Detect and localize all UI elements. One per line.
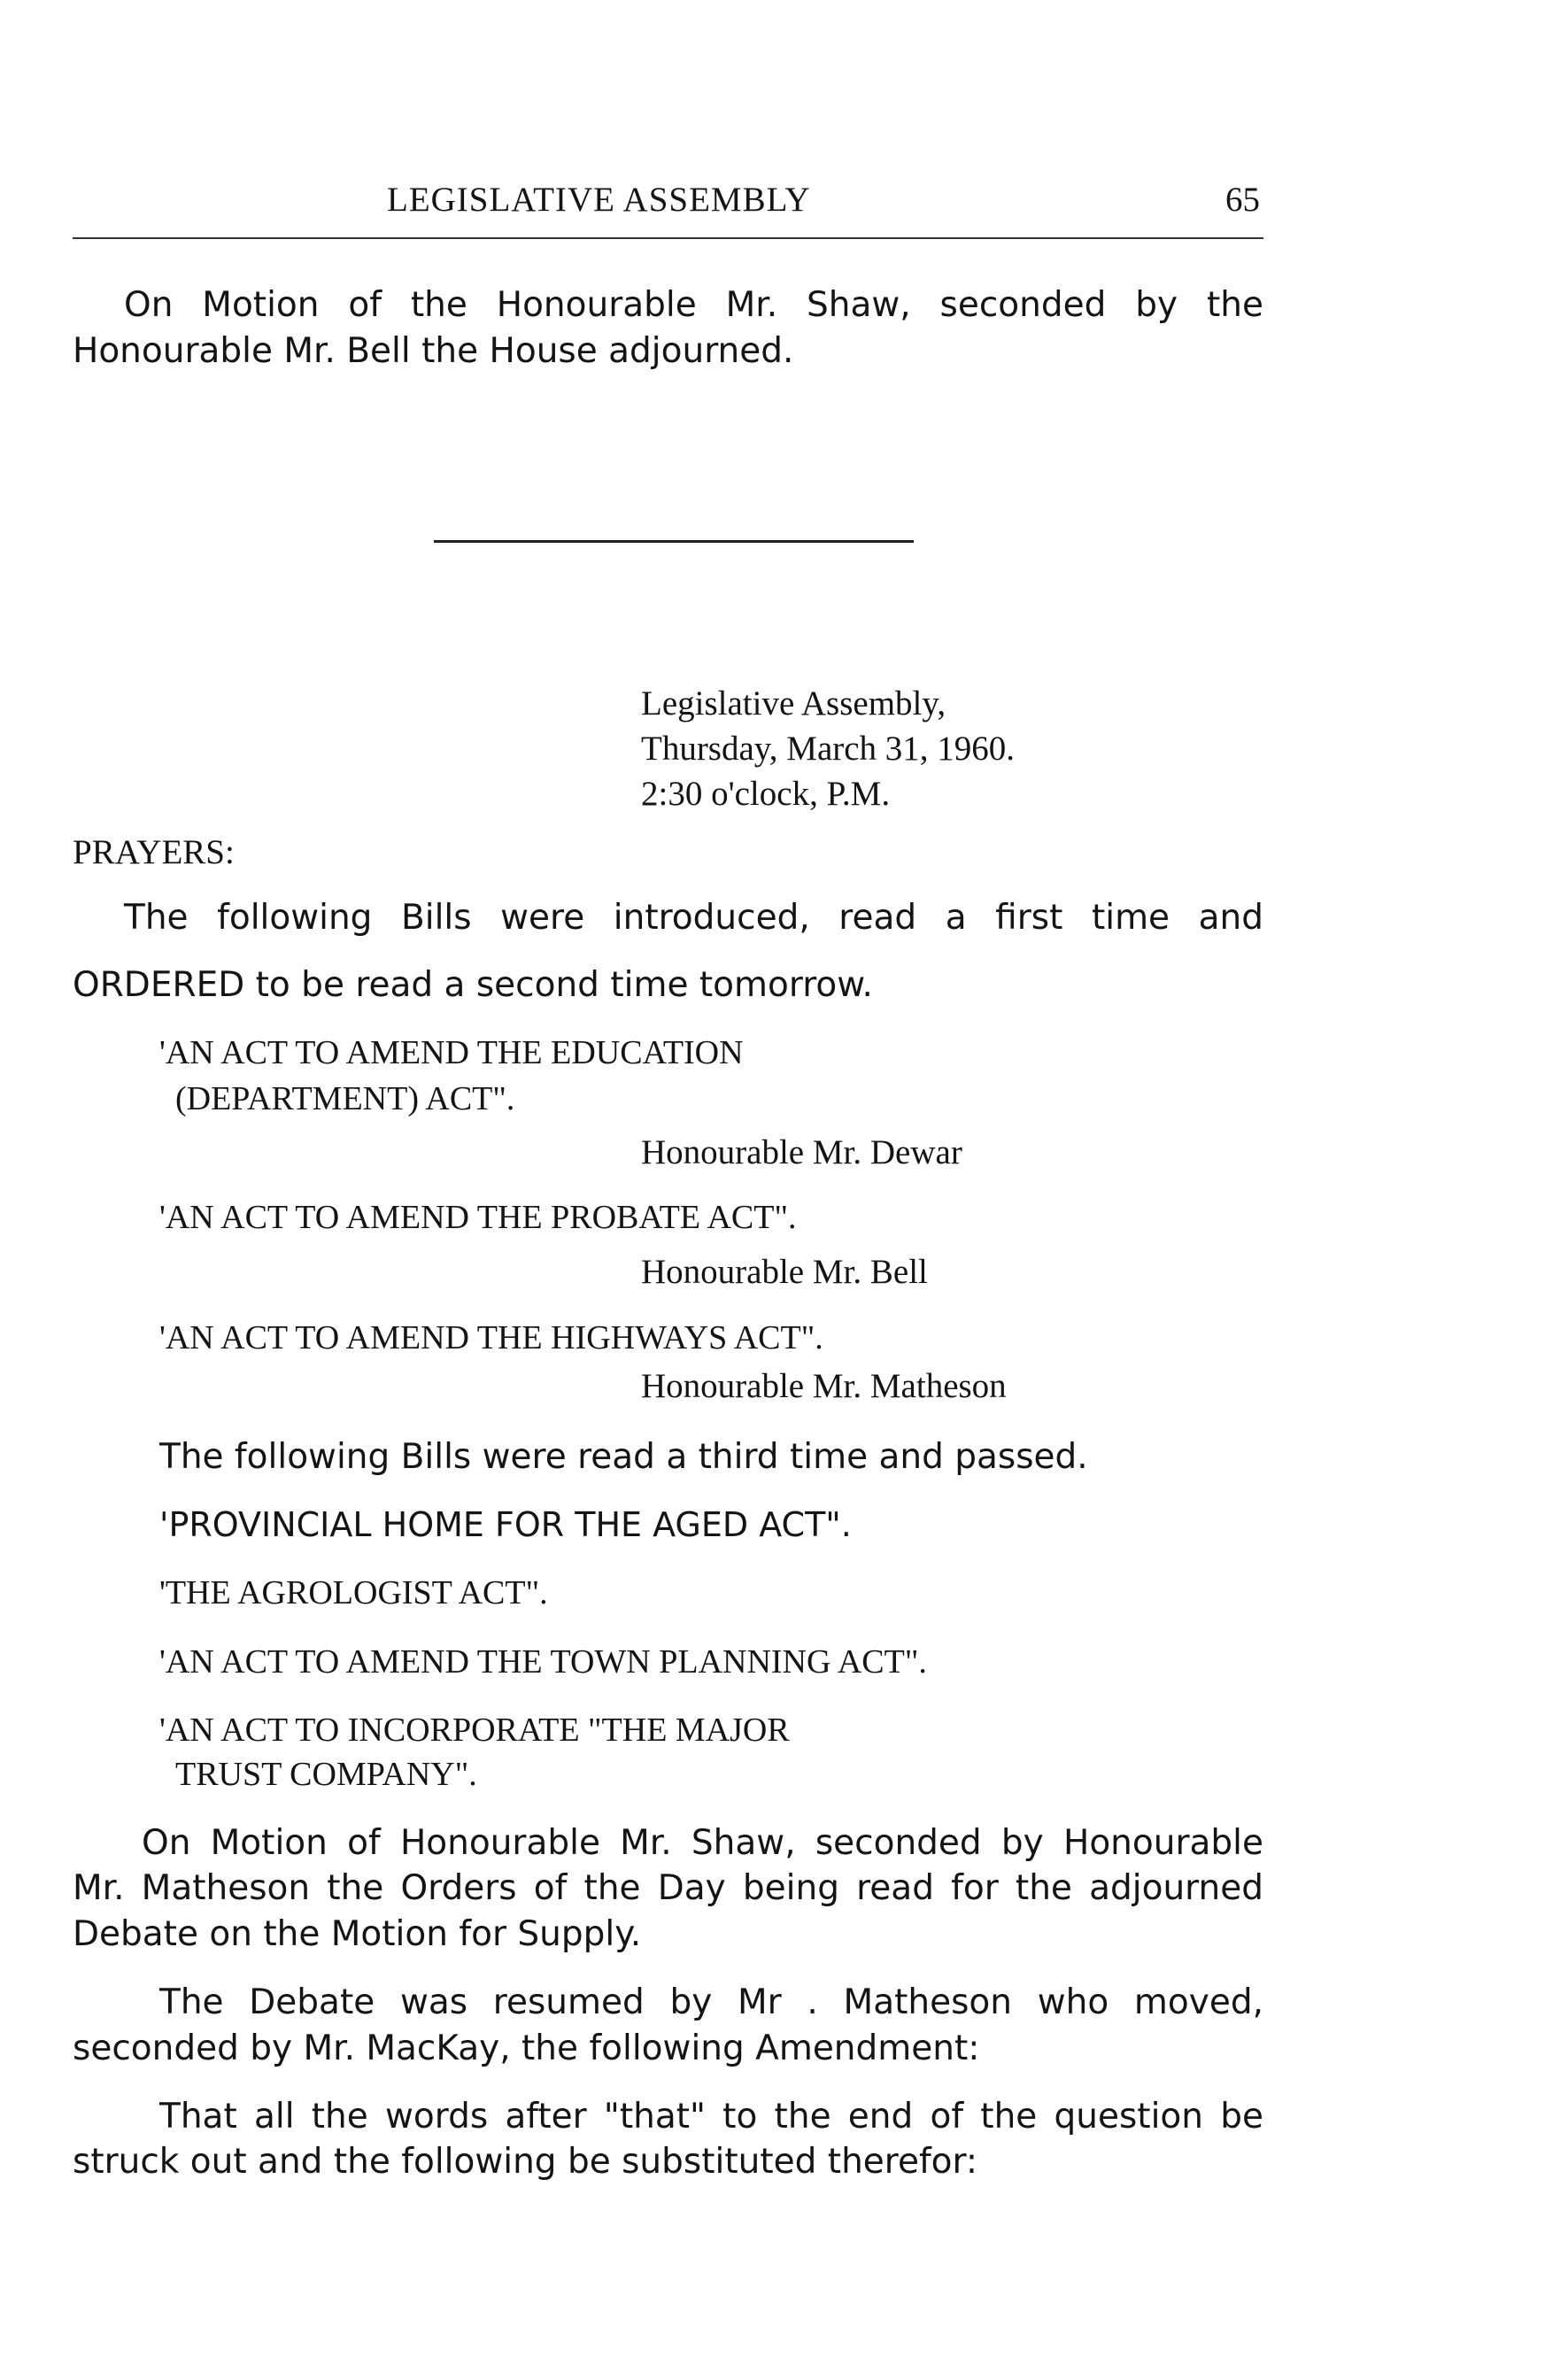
running-title: LEGISLATIVE ASSEMBLY <box>387 181 811 219</box>
debate-line-1: The Debate was resumed by Mr . Matheson who moved, <box>159 1982 1263 2022</box>
bill-title: 'AN ACT TO AMEND THE HIGHWAYS ACT". <box>159 1319 823 1356</box>
header-rule <box>73 237 1263 239</box>
supply-line-2: Mr. Matheson the Orders of the Day being read for the adjourned <box>73 1868 1263 1908</box>
first-reading-line-1: The following Bills were introduced, read a first time and <box>124 898 1263 938</box>
debate-line-2: seconded by Mr. MacKay, the following Amendment: <box>73 2028 980 2068</box>
bill-title-continued: (DEPARTMENT) ACT". <box>175 1080 515 1117</box>
bill-item-continued: TRUST COMPANY". <box>175 1756 477 1793</box>
bill-item: 'THE AGROLOGIST ACT". <box>159 1574 548 1611</box>
third-reading-intro: The following Bills were read a third time and passed. <box>159 1437 1088 1477</box>
bill-title: 'AN ACT TO AMEND THE EDUCATION <box>159 1034 744 1071</box>
dateline-assembly: Legislative Assembly, <box>641 684 946 722</box>
first-reading-line-2: ORDERED to be read a second time tomorrow. <box>73 965 873 1005</box>
amendment-line-1: That all the words after "that" to the end of the question be <box>159 2097 1263 2137</box>
section-divider <box>434 540 914 543</box>
dateline-time: 2:30 o'clock, P.M. <box>641 775 891 813</box>
prayers-heading: PRAYERS: <box>73 833 235 871</box>
supply-line-1: On Motion of Honourable Mr. Shaw, seconded by Honourable <box>142 1823 1263 1863</box>
bill-sponsor: Honourable Mr. Matheson <box>641 1367 1007 1405</box>
bill-sponsor: Honourable Mr. Dewar <box>641 1133 962 1171</box>
amendment-line-2: struck out and the following be substituted therefor: <box>73 2142 978 2182</box>
dateline-date: Thursday, March 31, 1960. <box>641 730 1016 768</box>
bill-item: 'AN ACT TO INCORPORATE "THE MAJOR <box>159 1712 790 1749</box>
page-number: 65 <box>1225 181 1260 219</box>
bill-sponsor: Honourable Mr. Bell <box>641 1253 928 1291</box>
bill-title: 'AN ACT TO AMEND THE PROBATE ACT". <box>159 1199 797 1236</box>
adjourn-line-1: On Motion of the Honourable Mr. Shaw, seconded by the <box>124 285 1263 325</box>
bill-item: 'PROVINCIAL HOME FOR THE AGED ACT". <box>159 1505 852 1544</box>
adjourn-line-2: Honourable Mr. Bell the House adjourned. <box>73 331 794 371</box>
bill-item: 'AN ACT TO AMEND THE TOWN PLANNING ACT". <box>159 1643 927 1681</box>
supply-line-3: Debate on the Motion for Supply. <box>73 1914 642 1954</box>
